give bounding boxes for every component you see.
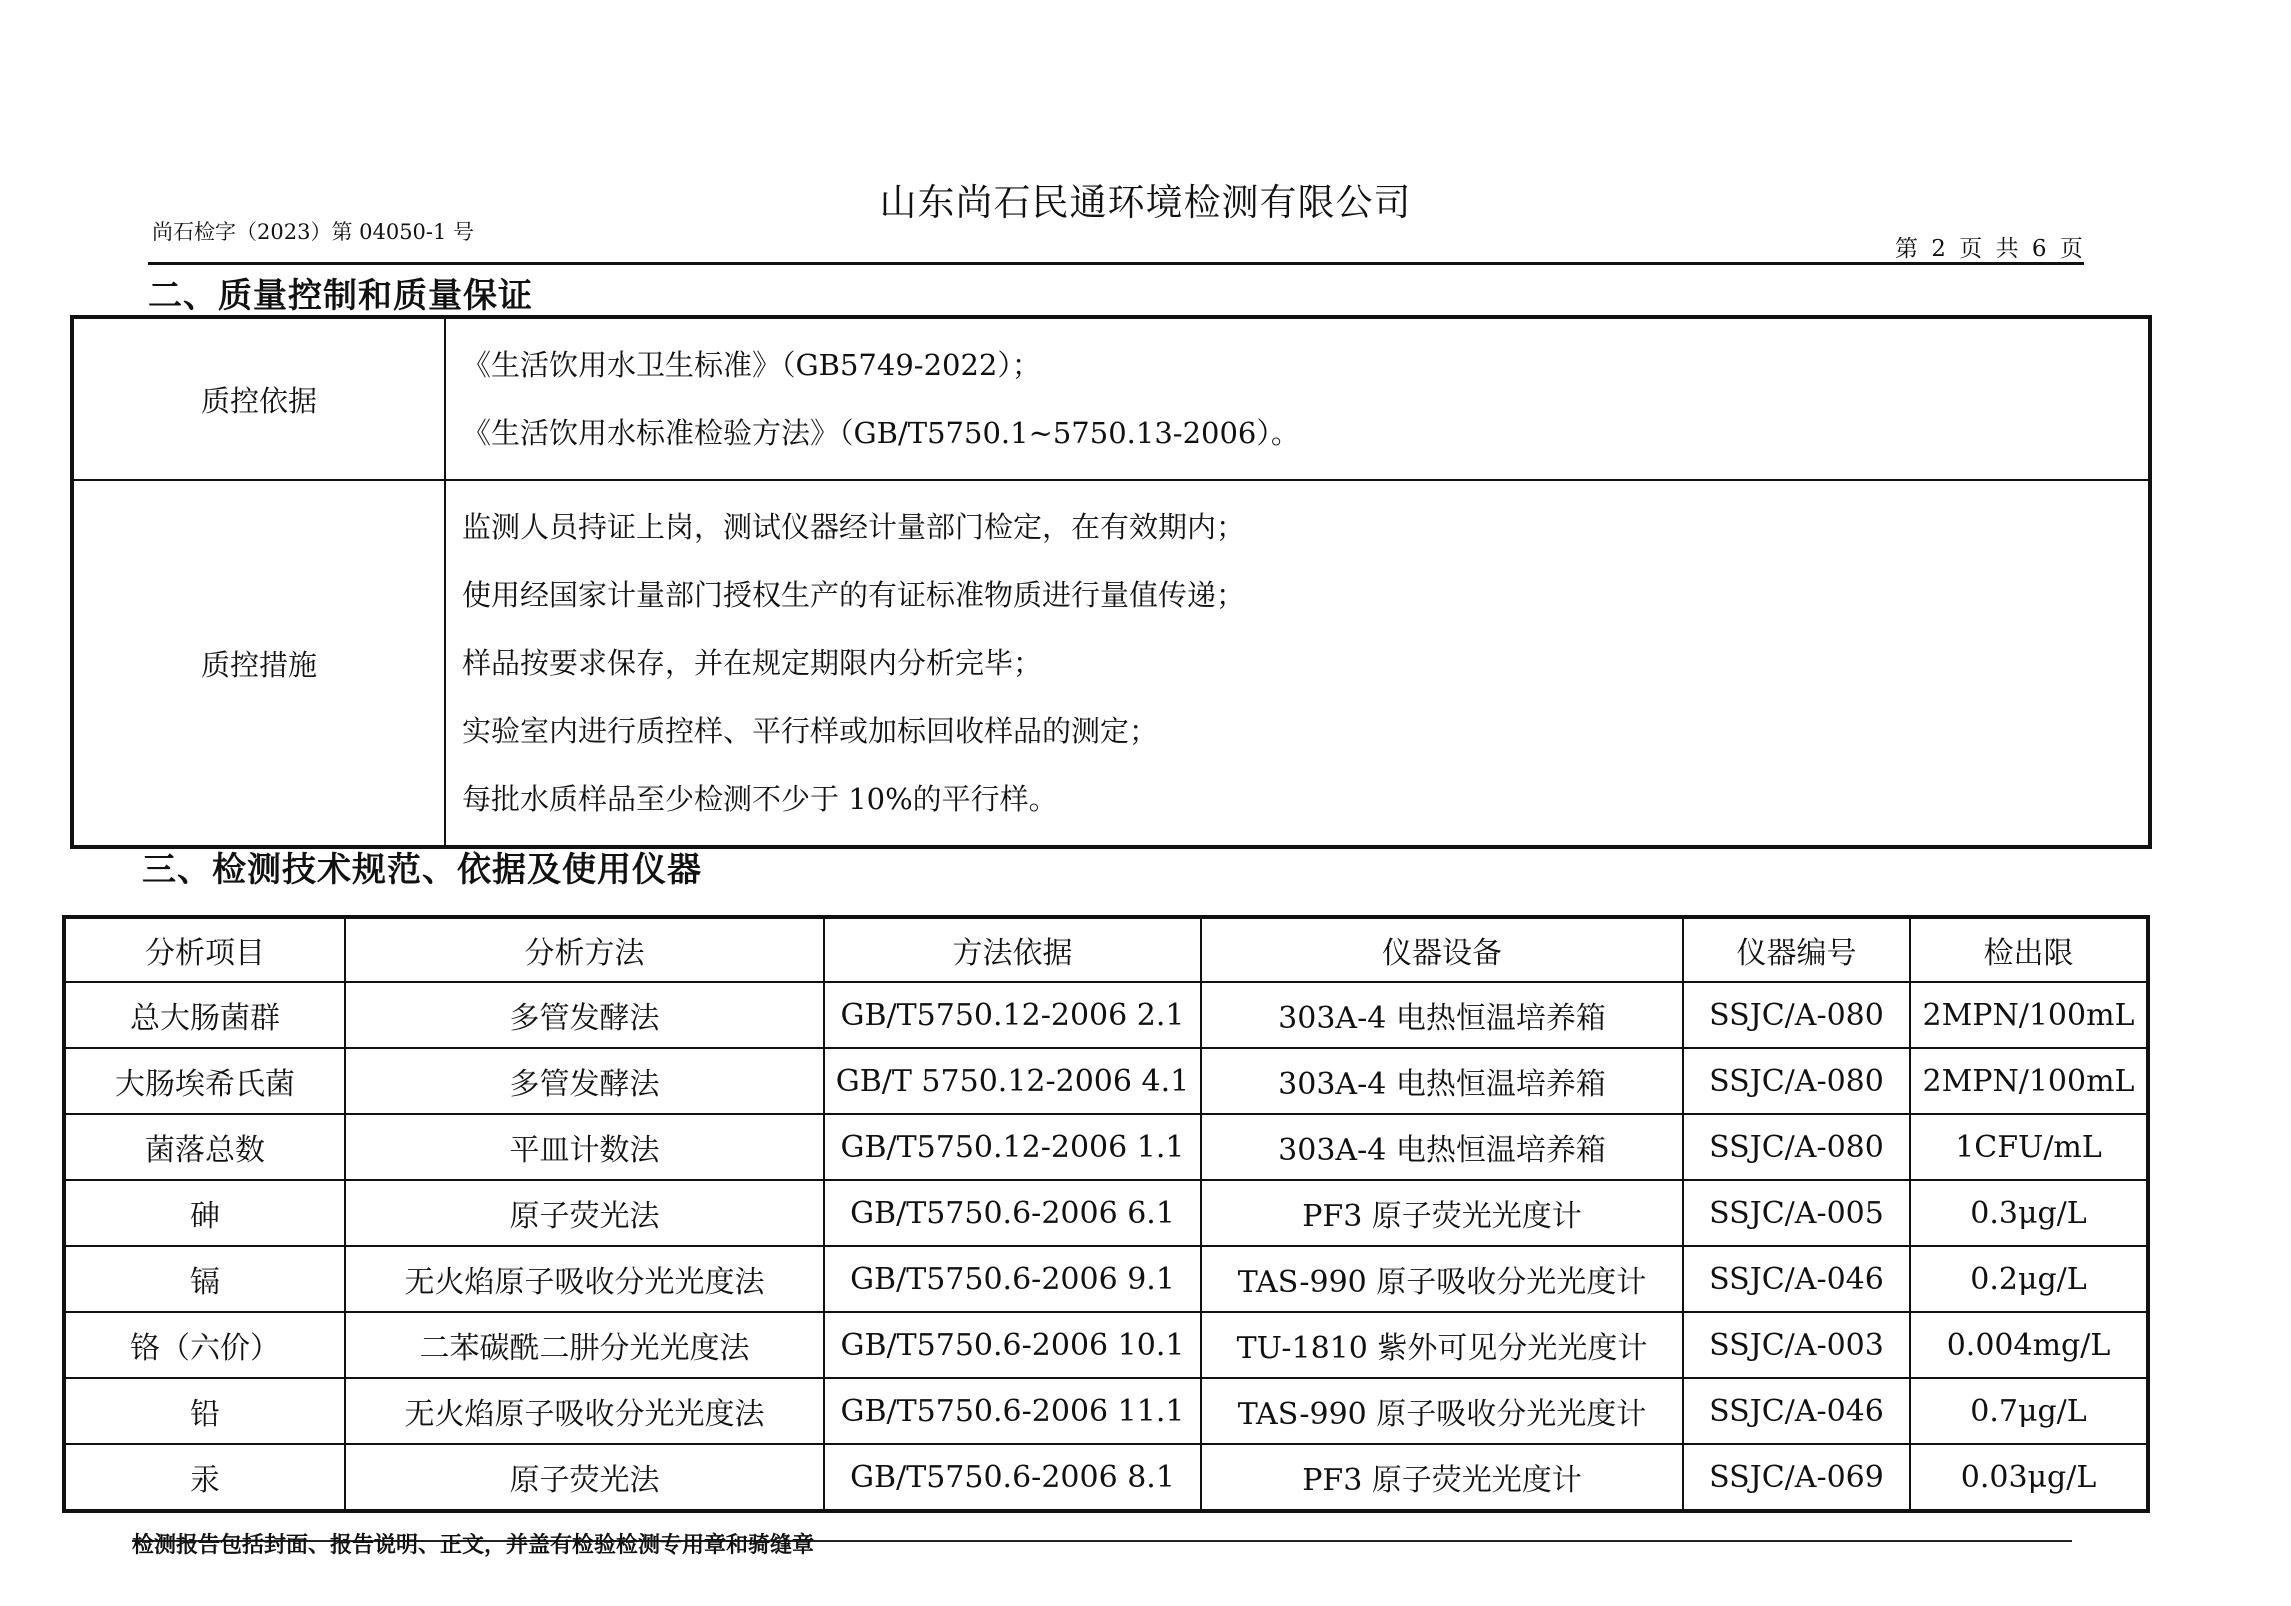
table-cell: 2MPN/100mL bbox=[1910, 1048, 2148, 1114]
table-cell: GB/T5750.6-2006 10.1 bbox=[824, 1312, 1201, 1378]
qc-basis-line: 《生活饮用水标准检验方法》（GB/T5750.1~5750.13-2006）。 bbox=[462, 416, 1300, 450]
column-header: 仪器设备 bbox=[1201, 917, 1683, 982]
qc-basis-content bbox=[445, 317, 2150, 480]
table-row bbox=[64, 1048, 2148, 1114]
table-cell: GB/T5750.6-2006 11.1 bbox=[824, 1378, 1201, 1444]
table-cell: 平皿计数法 bbox=[345, 1114, 824, 1180]
table-cell: GB/T5750.6-2006 9.1 bbox=[824, 1246, 1201, 1312]
table-cell: GB/T5750.6-2006 6.1 bbox=[824, 1180, 1201, 1246]
qc-measure-line: 实验室内进行质控样、平行样或加标回收样品的测定； bbox=[462, 714, 1159, 748]
table-cell: 0.03μg/L bbox=[1910, 1444, 2148, 1511]
table-cell: SSJC/A-046 bbox=[1683, 1246, 1910, 1312]
table-cell: 铬（六价） bbox=[64, 1312, 345, 1378]
table-cell: PF3 原子荧光光度计 bbox=[1201, 1444, 1683, 1511]
table-cell: TAS-990 原子吸收分光光度计 bbox=[1201, 1378, 1683, 1444]
section-3-title: 三、检测技术规范、依据及使用仪器 bbox=[142, 850, 702, 890]
table-cell: SSJC/A-003 bbox=[1683, 1312, 1910, 1378]
table-cell: 多管发酵法 bbox=[345, 1048, 824, 1114]
table-cell: 无火焰原子吸收分光光度法 bbox=[345, 1378, 824, 1444]
qc-measures-row bbox=[72, 480, 2150, 847]
table-cell: PF3 原子荧光光度计 bbox=[1201, 1180, 1683, 1246]
table-cell: 303A-4 电热恒温培养箱 bbox=[1201, 1114, 1683, 1180]
quality-control-table bbox=[70, 315, 2152, 849]
column-header: 方法依据 bbox=[824, 917, 1201, 982]
qc-measure-line: 使用经国家计量部门授权生产的有证标准物质进行量值传递； bbox=[462, 578, 1246, 612]
table-cell: 2MPN/100mL bbox=[1910, 982, 2148, 1048]
table-cell: 铅 bbox=[64, 1378, 345, 1444]
table-cell: TAS-990 原子吸收分光光度计 bbox=[1201, 1246, 1683, 1312]
table-cell: GB/T5750.6-2006 8.1 bbox=[824, 1444, 1201, 1511]
table-row bbox=[64, 1180, 2148, 1246]
qc-measures-label: 质控措施 bbox=[72, 480, 445, 847]
table-cell: TU-1810 紫外可见分光光度计 bbox=[1201, 1312, 1683, 1378]
column-header: 分析方法 bbox=[345, 917, 824, 982]
table-cell: 砷 bbox=[64, 1180, 345, 1246]
table-cell: 镉 bbox=[64, 1246, 345, 1312]
table-cell: 1CFU/mL bbox=[1910, 1114, 2148, 1180]
qc-measure-line: 每批水质样品至少检测不少于 10%的平行样。 bbox=[462, 782, 1058, 816]
table-row bbox=[64, 1312, 2148, 1378]
table-cell: 0.3μg/L bbox=[1910, 1180, 2148, 1246]
table-row bbox=[64, 1378, 2148, 1444]
table-cell: 大肠埃希氏菌 bbox=[64, 1048, 345, 1114]
table-row bbox=[64, 1246, 2148, 1312]
table-cell: 菌落总数 bbox=[64, 1114, 345, 1180]
table-cell: 总大肠菌群 bbox=[64, 982, 345, 1048]
table-cell: 0.7μg/L bbox=[1910, 1378, 2148, 1444]
table-cell: SSJC/A-005 bbox=[1683, 1180, 1910, 1246]
table-cell: 无火焰原子吸收分光光度法 bbox=[345, 1246, 824, 1312]
table-cell: SSJC/A-080 bbox=[1683, 1048, 1910, 1114]
table-cell: 303A-4 电热恒温培养箱 bbox=[1201, 982, 1683, 1048]
header-rule bbox=[148, 262, 2084, 265]
document-number: 尚石检字（2023）第 04050-1 号 bbox=[152, 220, 475, 244]
table-cell: SSJC/A-046 bbox=[1683, 1378, 1910, 1444]
table-cell: SSJC/A-080 bbox=[1683, 982, 1910, 1048]
methods-table bbox=[62, 915, 2150, 1513]
column-header: 分析项目 bbox=[64, 917, 345, 982]
qc-measures-content bbox=[445, 480, 2150, 847]
qc-measure-line: 监测人员持证上岗，测试仪器经计量部门检定，在有效期内； bbox=[462, 510, 1246, 544]
qc-measure-line: 样品按要求保存，并在规定期限内分析完毕； bbox=[462, 646, 1043, 680]
table-cell: 汞 bbox=[64, 1444, 345, 1511]
footer-note: 检测报告包括封面、报告说明、正文，并盖有检验检测专用章和骑缝章 bbox=[132, 1533, 815, 1558]
table-cell: SSJC/A-080 bbox=[1683, 1114, 1910, 1180]
table-cell: 0.2μg/L bbox=[1910, 1246, 2148, 1312]
table-cell: 303A-4 电热恒温培养箱 bbox=[1201, 1048, 1683, 1114]
page-number: 第 2 页 共 6 页 bbox=[1895, 236, 2086, 262]
column-header: 仪器编号 bbox=[1683, 917, 1910, 982]
table-cell: 原子荧光法 bbox=[345, 1444, 824, 1511]
qc-basis-row bbox=[72, 317, 2150, 480]
table-cell: 多管发酵法 bbox=[345, 982, 824, 1048]
table-row bbox=[64, 982, 2148, 1048]
table-row bbox=[64, 1114, 2148, 1180]
table-cell: GB/T 5750.12-2006 4.1 bbox=[824, 1048, 1201, 1114]
table-row bbox=[64, 1444, 2148, 1511]
table-cell: 原子荧光法 bbox=[345, 1180, 824, 1246]
table-cell: SSJC/A-069 bbox=[1683, 1444, 1910, 1511]
section-2-title: 二、质量控制和质量保证 bbox=[148, 276, 533, 316]
table-cell: 二苯碳酰二肼分光光度法 bbox=[345, 1312, 824, 1378]
table-header-row bbox=[64, 917, 2148, 982]
company-name: 山东尚石民通环境检测有限公司 bbox=[879, 181, 1412, 224]
column-header: 检出限 bbox=[1910, 917, 2148, 982]
table-cell: GB/T5750.12-2006 1.1 bbox=[824, 1114, 1201, 1180]
table-cell: 0.004mg/L bbox=[1910, 1312, 2148, 1378]
qc-basis-label: 质控依据 bbox=[72, 317, 445, 480]
qc-basis-line: 《生活饮用水卫生标准》（GB5749-2022）； bbox=[462, 348, 1041, 382]
table-cell: GB/T5750.12-2006 2.1 bbox=[824, 982, 1201, 1048]
